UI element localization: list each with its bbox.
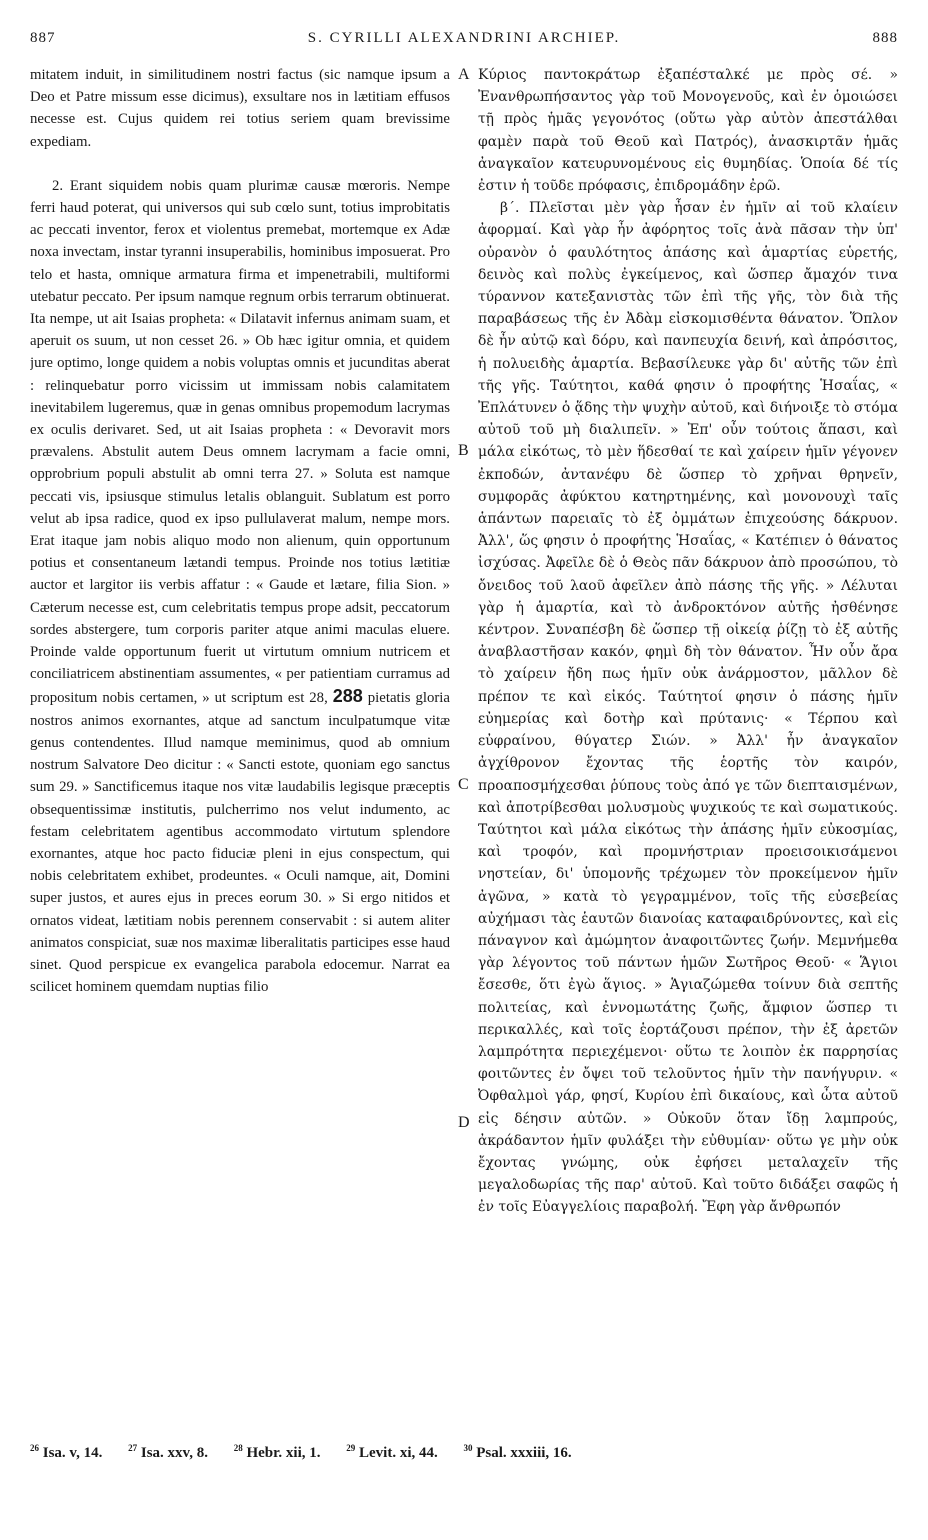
latin-paragraph-2 <box>30 175 450 999</box>
latin-paragraph-2-part-a: 2. Erant siquidem nobis quam plurimæ causæ mœroris. Nempe ferri haud poterat, qui universos qui sub cœlo sunt, totius improbitatis ac peccati inventor, ferox et violentus premebat, mortemque ex Adæ noxa invectam, instar tyranni insuperabilis, hominibus imposuerat. Pro telo et hasta, omnique armatura firma et impenetrabili, multiformi utebatur peccato. Per ipsum namque regnum orbis terrarum obtinuerat. Ita nempe, ut ait Isaias propheta: « Dilatavit infernus animam suam, et aperuit os suum, ut non cesset 26. » Ob hæc igitur omnia, et quidem jure optimo, longe quidem a nobis voluptas omnis et jucunditas aberat : relinquebatur porro vicissim ut immissam nobis calamitatem inevitabilem lugeremus, quæ in genas omnibus propemodum lacrymas ex oculis derivaret. Sed, ut ait Isaias propheta : « Devoravit mors prævalens. Abstulit autem Deus omnem lacrymam a facie omni, opprobrium populi abstulit ab omni terra 27. » Soluta est namque peccati vis, ipsiusque stimulus letalis oblanguit. Sublatum est porro velut ab ipsa radice, quod ex ipso pullulaverat malum, nempe mors. Erat itaque jam nobis aliquo modo non alienum, quin opportunum potius et consentaneum lætandi tempus. Proinde nos totius lætitiæ auctor et largitor iis verbis affatur : « Gaude et lætare, filia Sion. » Cæterum necesse est, cum celebritatis tempus prope adsit, peccatorum sordes abstergere, tum corporis pariter atque animi maculas eluere. Proinde valde opportunum fuerit ut virtutum omnium nutricem et conciliatricem abstinentiam assumentes, « per patientiam curramus ad propositum nobis certamen, » ut scriptum est 28, <box>30 177 450 707</box>
greek-column <box>478 64 898 1424</box>
section-marker-b: B <box>458 442 469 459</box>
footnote: $^{29}$ Levit. xi, 44. <box>346 1443 438 1461</box>
footnote: $^{26}$ Isa. v, 14. <box>30 1443 103 1461</box>
latin-column <box>30 64 450 1424</box>
left-page-number: 887 <box>30 30 56 46</box>
greek-paragraph-1: Κύριος παντοκράτωρ ἐξαπέσταλκέ με πρὸς σέ. » Ἐνανθρωπήσαντος γὰρ τοῦ Μονογενοῦς, καὶ ἐν ὁμοιώσει τῇ πρὸς ἡμᾶς γεγονότος (οὕτω γὰρ αὐτὸν ἀπεστάλθαι φαμὲν παρὰ τοῦ Θεοῦ καὶ Πατρός), ἀνασκιρτᾶν ἡμᾶς ἀναγκαῖον κατευρυνομένους εἰς θυμηδίας. Ὁποία δέ τίς ἐστιν ἡ τοῦδε πρόφασις, ἐπιδρομάδην ἐρῶ. <box>478 67 898 195</box>
latin-paragraph-2-part-b: pietatis gloria nostros animos exornantes, atque ad sanctum inculpatumque vitæ genus contendentes. Illud namque meminimus, quod ab omnium nostrum Salvatore Deo dicitur : « Sancti estote, quoniam ego sanctus sum 29. » Sanctificemus itaque nos vitæ laudabilis legisque præceptis obsequentissimæ institutis, pulcherrimo nos velut indumento, ac festam celebritatem agentibus accommodato virtutum splendore exornantes, atque hoc pacto fiduciæ pleni in ejus conspectum, qui nobis celebritatem exhibet, prodeuntes. « Oculi namque, ait, Domini super justos, et aures ejus in preces eorum 30. » Si ergo nitidos et ornatos videat, lætitiam nobis perennem conservabit : si autem aliter animatos conspiciat, suæ nos maximæ liberalitatis participes esse haud sinet. Quod perspicue ex evangelica parabola edocemur. Narrat ea scilicet hominem quemdam nuptias filio <box>30 690 450 996</box>
section-marker-d: D <box>458 1114 470 1131</box>
footnote: $^{28}$ Hebr. xii, 1. <box>233 1443 321 1461</box>
right-page-number: 888 <box>872 30 898 46</box>
section-marker-c: C <box>458 776 469 793</box>
section-marker-a: A <box>458 66 470 83</box>
migne-column-mark: 288 <box>332 686 363 707</box>
footnotes <box>30 1443 898 1473</box>
greek-paragraph-2: β΄. Πλεῖσται μὲν γὰρ ἦσαν ἐν ἡμῖν αἱ τοῦ κλαίειν ἀφορμαί. Καὶ γὰρ ἦν ἀφόρητος τοῖς ἀνὰ πᾶσαν τὴν ὑπ' οὐρανὸν ὁ φαυλότητος ἁπάσης καὶ ἁμαρτίας εὑρετής, δεινὸς καὶ πολὺς ἐγκείμενος, καὶ ὥσπερ ἄμαχόν τινα τύραννον κατεξανιστὰς τῶν ἐπὶ τῆς γῆς, τὸν διὰ τῆς παραβάσεως τῆς ἐν Ἀδὰμ εἰσκομισθέντα θάνατον. Ὅπλον δὲ ἦν αὐτῷ καὶ δόρυ, καὶ πανπευχία δεινή, καὶ ἀπρόσιτος, ἡ πολυειδὴς ἁμαρτία. Βεβασίλευκε γὰρ δι' αὐτῆς τῶν ἐπὶ τῆς γῆς. Ταύτητοι, καθά φησιν ὁ προφήτης Ἡσαΐας, « Ἐπλάτυνεν ὁ ᾅδης τὴν ψυχὴν αὐτοῦ, καὶ διήνοιξε τὸ στόμα αὐτοῦ τοῦ μὴ διαλιπεῖν. » Ἐπ' οὖν τούτοις ἅπασι, καὶ μάλα εἰκότως, τὸ μὲν ἥδεσθαί τε καὶ χαίρειν ἡμῖν γέγονεν ἐκποδών, ἀντανέφυ δὲ ὥσπερ τὸ χρῆναι θρηνεῖν, συμφορᾶς ἀφύκτου κατηρτημένης, καὶ μονονουχὶ ταῖς ἁπάντων παρειαῖς τὸ ἐξ ὀμμάτων ἐπιχεούσης δάκρυον. Ἀλλ', ὥς φησιν ὁ προφήτης Ἡσαΐας, « Κατέπιεν ὁ θάνατος ἰσχύσας. Ἀφεῖλε δὲ ὁ Θεὸς πᾶν δάκρυον ἀπὸ προσώπου, τὸ ὄνειδος τοῦ λαοῦ ἀφεῖλεν ἀπὸ πάσης τῆς γῆς. » Λέλυται γὰρ ἡ ἁμαρτία, καὶ τὸ ἀνδροκτόνον αὐτῆς ἠσθένησε κέντρον. Συναπέσβη δὲ ὥσπερ τῇ οἰκείᾳ ῥίζῃ τὸ ἐξ αὐτῆς ἀναβλαστῆσαν κακόν, φημὶ δὴ τὸν θάνατον. Ἦν οὖν ἄρα τὸ χαίρειν ἤδη πως ἡμῖν οὐκ ἀνάρμοστον, μᾶλλον δὲ πρέπον τε καὶ εἰκός. Ταύτητοί φησιν ὁ πάσης ἡμῖν εὐημερίας καὶ δοτὴρ καὶ πρύτανις· « Τέρπου καὶ εὐφραίνου, θύγατερ Σιών. » Ἀλλ' ἦν ἀναγκαῖον ἀγχίθρονον ἔχοντας τῆς ἑορτῆς τὸν καιρόν, προαποσμήχεσθαι ῥύπους τοὺς ἀπό γε τῶν διεπταισμένων, καὶ ἀποτρίβεσθαι μολυσμοὺς ψυχικούς τε καὶ σωματικούς. Ταύτητοι καὶ μάλα εἰκότως τὴν ἁπάσης ἡμῖν εὐκοσμίας, καὶ τροφόν, καὶ προμνήστριαν προεισοικισάμενοι νηστείαν, δι' ὑπομονῆς τρέχωμεν τὸν προκείμενον ἡμῖν ἀγῶνα, » κατὰ τὸ γεγραμμένον, τοῖς τῆς εὐσεβείας αὐχήμασι τὰς ἑαυτῶν διανοίας καταφαιδρύνοντες, καὶ εἰς πάναγνον καὶ ἀμώμητον ἀναφοιτῶντες ζωήν. Μεμνήμεθα γὰρ λέγοντος τοῦ πάντων ἡμῶν Σωτῆρος Θεοῦ· « Ἅγιοι ἔσεσθε, ὅτι ἐγὼ ἅγιος. » Ἁγιαζώμεθα τοίνυν διὰ σεπτῆς πολιτείας, καὶ ἐννομωτάτης ζωῆς, ἄμφιον ὥσπερ τι περικαλλές, καὶ τοῖς ἑορτάζουσι πρέπον, τὴν ἐξ ἀρετῶν λαμπρότητα περιεχέμενοι· οὕτω τε λοιπὸν ἐκ παρρησίας φοιτῶντες ἐν ὄψει τοῦ τελοῦντος ἡμῖν τὴν πανήγυριν. « Ὀφθαλμοὶ γάρ, φησί, Κυρίου ἐπὶ δικαίους, καὶ ὦτα αὐτοῦ εἰς δέησιν αὐτῶν. » Οὐκοῦν ὅταν ἴδῃ λαμπρούς, ἀκράδαντον ἡμῖν φυλάξει τὴν εὐθυμίαν· οὕτω γε μὴν οὐκ ἔχοντας γνώμης, οὐκ ἐφήσει μεταλαχεῖν τῆς μεγαλοδωρίας τῆς παρ' αὐτοῦ. Καὶ τοῦτο διδάξει σαφῶς ἡ ἐν τοῖς Εὐαγγελίοις παραβολή. Ἔφη γὰρ ἄνθρωπόν <box>478 200 898 1216</box>
latin-paragraph-1: mitatem induit, in similitudinem nostri factus (sic namque ipsum a Deo et Patre missum esse dicimus), exsultare nos in lætitiam effusos necesse est. Cujus quidem rei totius seriem quam brevissime expediam. <box>30 67 450 150</box>
footnote: $^{27}$ Isa. xxv, 8. <box>128 1443 208 1461</box>
footnote: $^{30}$ Psal. xxxiii, 16. <box>463 1443 572 1461</box>
running-header <box>30 30 898 56</box>
running-title: S. CYRILLI ALEXANDRINI ARCHIEP. <box>307 30 621 46</box>
